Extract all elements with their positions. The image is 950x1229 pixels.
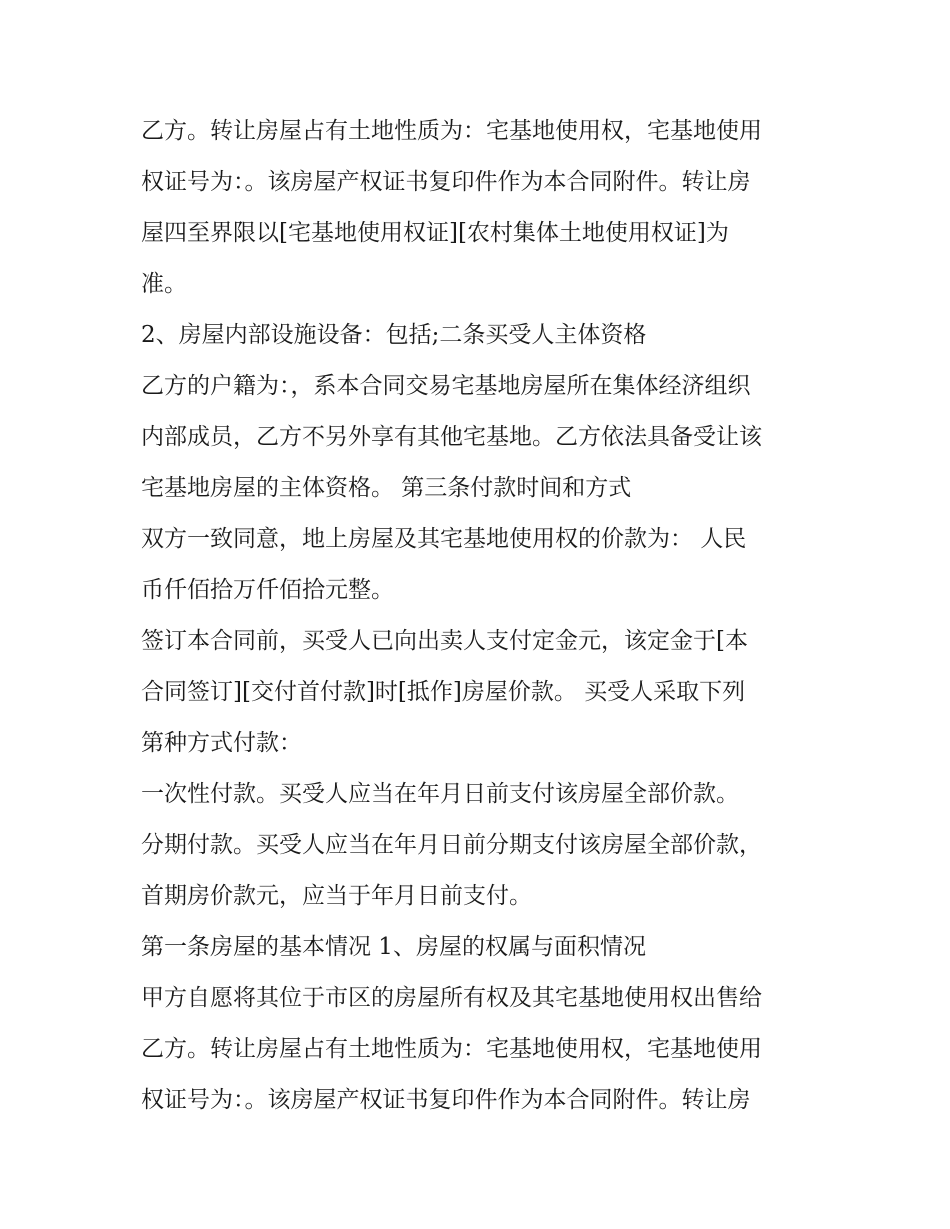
text-line: 屋四至界限以[宅基地使用权证][农村集体土地使用权证]为 <box>141 220 729 246</box>
text-line: 合同签订][交付首付款]时[抵作]房屋价款。 买受人采取下列 <box>141 679 746 705</box>
text-line: 签订本合同前，买受人已向出卖人支付定金元，该定金于[本 <box>141 628 748 654</box>
text-line: 权证号为：。该房屋产权证书复印件作为本合同附件。转让房 <box>141 1087 751 1113</box>
text-line: 一次性付款。买受人应当在年月日前支付该房屋全部价款。 <box>141 781 739 807</box>
text-line: 双方一致同意，地上房屋及其宅基地使用权的价款为： 人民 <box>141 526 747 552</box>
text-line: 乙方的户籍为：，系本合同交易宅基地房屋所在集体经济组织 <box>141 373 751 399</box>
text-line: 分期付款。买受人应当在年月日前分期支付该房屋全部价款， <box>141 832 762 858</box>
text-line: 乙方。转让房屋占有土地性质为：宅基地使用权，宅基地使用 <box>141 1036 762 1062</box>
text-line: 第一条房屋的基本情况 1、房屋的权属与面积情况 <box>141 934 646 960</box>
text-line: 宅基地房屋的主体资格。 第三条付款时间和方式 <box>141 475 632 501</box>
text-line: 第种方式付款： <box>141 730 302 756</box>
text-line: 权证号为：。该房屋产权证书复印件作为本合同附件。转让房 <box>141 169 751 195</box>
text-line: 内部成员，乙方不另外享有其他宅基地。乙方依法具备受让该 <box>141 424 762 450</box>
text-line: 准。 <box>141 271 187 297</box>
text-line: 币仟佰拾万仟佰拾元整。 <box>141 577 394 603</box>
text-line: 乙方。转让房屋占有土地性质为：宅基地使用权，宅基地使用 <box>141 118 762 144</box>
text-line: 首期房价款元，应当于年月日前支付。 <box>141 883 532 909</box>
text-line: 甲方自愿将其位于市区的房屋所有权及其宅基地使用权出售给 <box>141 985 762 1011</box>
text-line: 2、房屋内部设施设备：包括;二条买受人主体资格 <box>141 322 647 348</box>
contract-text-block <box>141 106 821 1126</box>
